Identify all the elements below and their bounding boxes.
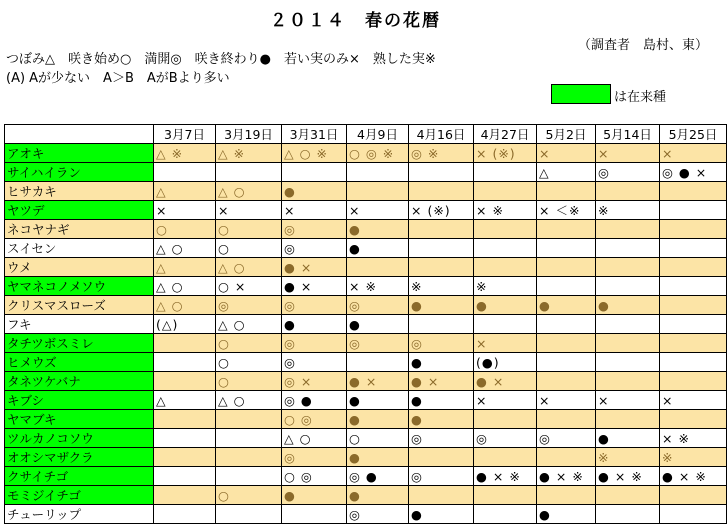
observation-cell <box>537 334 596 353</box>
observation-cell: × ＜※ <box>537 201 596 220</box>
observation-cell: △ ※ <box>216 144 282 163</box>
observation-cell <box>596 486 660 505</box>
observation-cell: △ ○ <box>282 429 347 448</box>
observation-cell <box>282 163 347 182</box>
observation-cell: ● <box>537 505 596 524</box>
observation-cell: × <box>282 201 347 220</box>
observation-cell: ● <box>347 410 409 429</box>
observation-cell: ○ <box>347 429 409 448</box>
plant-row <box>5 505 727 524</box>
observation-cell <box>660 486 727 505</box>
observation-cell: ◎ <box>409 429 474 448</box>
observation-cell: ● <box>409 353 474 372</box>
observation-cell <box>537 448 596 467</box>
observation-cell <box>537 277 596 296</box>
observation-cell <box>596 353 660 372</box>
observation-cell <box>409 448 474 467</box>
page-title: ２０１４ 春の花暦 <box>270 11 441 31</box>
observation-cell: ● <box>474 296 537 315</box>
observation-cell <box>660 220 727 239</box>
observation-cell <box>409 182 474 201</box>
observation-cell <box>537 372 596 391</box>
observation-cell: ● <box>537 296 596 315</box>
observation-cell <box>537 315 596 334</box>
plant-name: ツルカノコソウ <box>5 429 154 448</box>
observation-cell <box>154 353 216 372</box>
plant-name: アオキ <box>5 144 154 163</box>
observation-cell <box>216 505 282 524</box>
observation-cell <box>537 220 596 239</box>
observation-cell <box>154 372 216 391</box>
observation-cell <box>474 220 537 239</box>
plant-row <box>5 201 727 220</box>
observation-cell: △ <box>154 258 216 277</box>
observation-cell <box>660 353 727 372</box>
observation-cell: △ ○ <box>216 258 282 277</box>
plant-row <box>5 448 727 467</box>
observation-cell <box>409 239 474 258</box>
observation-cell <box>409 220 474 239</box>
observation-cell: ● × <box>282 258 347 277</box>
observation-cell: ● <box>347 220 409 239</box>
observation-cell: × <box>537 391 596 410</box>
observation-cell <box>596 372 660 391</box>
date-header: 5月2日 <box>537 125 596 144</box>
observation-cell <box>596 277 660 296</box>
observation-cell <box>347 258 409 277</box>
observation-cell <box>660 296 727 315</box>
observation-cell: ● <box>409 391 474 410</box>
observation-cell: ● <box>282 486 347 505</box>
observation-cell <box>596 239 660 258</box>
observation-cell: ◎ <box>347 296 409 315</box>
observation-cell <box>347 353 409 372</box>
observation-cell <box>660 201 727 220</box>
plant-name: フキ <box>5 315 154 334</box>
observation-cell: × ※ <box>474 201 537 220</box>
observation-cell: × (※) <box>474 144 537 163</box>
observation-cell: ◎ ● <box>347 467 409 486</box>
observation-cell: △ <box>154 391 216 410</box>
date-header: 4月27日 <box>474 125 537 144</box>
observation-cell: △ ○ <box>154 277 216 296</box>
plant-name: クリスマスローズ <box>5 296 154 315</box>
observation-cell <box>660 182 727 201</box>
observation-cell <box>216 410 282 429</box>
observation-cell: ● <box>282 182 347 201</box>
plant-name: ヤツデ <box>5 201 154 220</box>
observation-cell <box>537 486 596 505</box>
observation-cell: ◎ <box>474 429 537 448</box>
observation-cell: ◎ <box>347 505 409 524</box>
date-header: 5月14日 <box>596 125 660 144</box>
observation-cell <box>660 505 727 524</box>
observation-cell: ◎ ● × <box>660 163 727 182</box>
date-header: 3月31日 <box>282 125 347 144</box>
plant-row <box>5 429 727 448</box>
observation-cell: × <box>474 334 537 353</box>
observation-cell: ● × ※ <box>660 467 727 486</box>
plant-row <box>5 277 727 296</box>
observation-cell: ● <box>596 429 660 448</box>
observation-cell: △ ○ <box>154 239 216 258</box>
plant-name: タネツケバナ <box>5 372 154 391</box>
observation-cell <box>154 505 216 524</box>
observation-cell: △ ○ <box>154 296 216 315</box>
observation-cell: ● <box>409 410 474 429</box>
plant-name: チューリップ <box>5 505 154 524</box>
observation-cell <box>154 334 216 353</box>
observation-cell: ◎ ※ <box>409 144 474 163</box>
observation-cell <box>596 258 660 277</box>
observation-cell <box>409 258 474 277</box>
observation-cell <box>596 220 660 239</box>
plant-row <box>5 163 727 182</box>
observation-cell <box>154 486 216 505</box>
observation-cell: ◎ <box>409 467 474 486</box>
observation-cell <box>474 239 537 258</box>
date-header: 4月9日 <box>347 125 409 144</box>
plant-name: ネコヤナギ <box>5 220 154 239</box>
observation-cell: △ <box>154 182 216 201</box>
observation-cell: ● <box>409 296 474 315</box>
header-row <box>5 125 727 144</box>
observation-cell <box>154 429 216 448</box>
observation-cell: △ ○ <box>216 315 282 334</box>
observation-cell: ● × <box>347 372 409 391</box>
native-color-swatch <box>551 84 611 104</box>
observation-cell <box>537 410 596 429</box>
observation-cell <box>216 163 282 182</box>
observation-cell <box>154 448 216 467</box>
plant-name: モミジイチゴ <box>5 486 154 505</box>
plant-name: スイセン <box>5 239 154 258</box>
observation-cell: ※ <box>596 448 660 467</box>
observation-cell: ○ × <box>216 277 282 296</box>
observation-cell: ● × <box>474 372 537 391</box>
plant-row <box>5 353 727 372</box>
observation-cell: ● <box>347 391 409 410</box>
date-header: 3月7日 <box>154 125 216 144</box>
observation-cell <box>660 239 727 258</box>
observation-cell: ◎ <box>347 334 409 353</box>
observation-cell <box>474 258 537 277</box>
observation-cell: × <box>596 391 660 410</box>
observation-cell: ◎ × <box>282 372 347 391</box>
observation-cell: ○ <box>216 220 282 239</box>
plant-row <box>5 258 727 277</box>
plant-row <box>5 391 727 410</box>
observation-cell: ◎ <box>282 239 347 258</box>
observation-cell: ○ <box>154 220 216 239</box>
observation-cell: ○ <box>216 334 282 353</box>
native-legend-label: は在来種 <box>614 90 667 105</box>
plant-row <box>5 486 727 505</box>
observation-cell <box>537 353 596 372</box>
observation-cell: △ <box>537 163 596 182</box>
observation-cell: ○ <box>216 353 282 372</box>
observation-cell: × <box>216 201 282 220</box>
observation-cell <box>154 467 216 486</box>
observation-cell <box>660 315 727 334</box>
observation-cell: ◎ <box>282 296 347 315</box>
observation-cell: × <box>660 144 727 163</box>
observation-cell: × <box>474 391 537 410</box>
observation-cell <box>409 163 474 182</box>
observation-cell: ● <box>347 448 409 467</box>
observation-cell: ○ ◎ ※ <box>347 144 409 163</box>
observation-cell: △ ※ <box>154 144 216 163</box>
observation-cell: ◎ <box>282 353 347 372</box>
observation-cell <box>474 163 537 182</box>
observation-cell <box>660 258 727 277</box>
plant-name: ヒサカキ <box>5 182 154 201</box>
observation-cell: ◎ <box>282 334 347 353</box>
plant-name: オオシマザクラ <box>5 448 154 467</box>
observation-cell: ※ <box>409 277 474 296</box>
date-header: 3月19日 <box>216 125 282 144</box>
observation-cell <box>660 410 727 429</box>
observation-cell <box>596 334 660 353</box>
observation-cell <box>474 315 537 334</box>
plant-row <box>5 410 727 429</box>
observation-cell <box>347 182 409 201</box>
observation-cell <box>216 467 282 486</box>
observation-cell <box>660 277 727 296</box>
observation-cell <box>474 505 537 524</box>
observation-cell <box>596 410 660 429</box>
observation-cell: ◎ <box>537 429 596 448</box>
observation-cell: ※ <box>596 201 660 220</box>
observation-cell: △ ○ <box>216 182 282 201</box>
observation-cell <box>409 486 474 505</box>
observation-cell: ● <box>409 505 474 524</box>
surveyor-label: （調査者 島村、東） <box>578 38 709 53</box>
observation-cell <box>660 334 727 353</box>
plant-row <box>5 182 727 201</box>
observation-cell <box>596 315 660 334</box>
corner-cell <box>5 125 154 144</box>
legend-symbols: つぼみ△ 咲き始め○ 満開◎ 咲き終わり● 若い実のみ× 熟した実※ <box>6 52 436 67</box>
observation-cell: △ ○ ※ <box>282 144 347 163</box>
plant-name: ウメ <box>5 258 154 277</box>
observation-cell: ※ <box>660 448 727 467</box>
observation-cell: ● <box>347 239 409 258</box>
observation-cell <box>537 239 596 258</box>
plant-row <box>5 296 727 315</box>
observation-cell <box>537 182 596 201</box>
observation-cell: ◎ <box>596 163 660 182</box>
observation-cell: ○ <box>216 486 282 505</box>
plant-name: クサイチゴ <box>5 467 154 486</box>
observation-cell: ◎ ● <box>282 391 347 410</box>
observation-cell: ● × <box>409 372 474 391</box>
plant-name: ヒメウズ <box>5 353 154 372</box>
observation-cell <box>282 505 347 524</box>
observation-cell: ※ <box>474 277 537 296</box>
observation-cell <box>660 372 727 391</box>
flower-calendar-table <box>4 124 727 524</box>
observation-cell: ● <box>596 296 660 315</box>
observation-cell <box>474 182 537 201</box>
observation-cell <box>154 163 216 182</box>
observation-cell <box>474 486 537 505</box>
observation-cell: ◎ <box>282 220 347 239</box>
plant-name: ヤマブキ <box>5 410 154 429</box>
plant-name: タチツボスミレ <box>5 334 154 353</box>
plant-row <box>5 239 727 258</box>
observation-cell: ● × ※ <box>474 467 537 486</box>
observation-cell <box>216 448 282 467</box>
observation-cell: ◎ <box>216 296 282 315</box>
plant-row <box>5 372 727 391</box>
observation-cell: ● <box>347 315 409 334</box>
observation-cell: ○ ◎ <box>282 410 347 429</box>
plant-name: ヤマネコノメソウ <box>5 277 154 296</box>
observation-cell <box>409 315 474 334</box>
observation-cell: ● × ※ <box>596 467 660 486</box>
plant-name: キブシ <box>5 391 154 410</box>
observation-cell: × <box>537 144 596 163</box>
observation-cell <box>537 258 596 277</box>
observation-cell: × ※ <box>660 429 727 448</box>
observation-cell: ◎ <box>409 334 474 353</box>
observation-cell <box>154 410 216 429</box>
observation-cell: ● <box>282 315 347 334</box>
observation-cell: × <box>347 201 409 220</box>
date-header: 4月16日 <box>409 125 474 144</box>
observation-cell: × <box>596 144 660 163</box>
observation-cell: (●) <box>474 353 537 372</box>
observation-cell: ○ <box>216 239 282 258</box>
legend-notation: (A) Aが少ない A＞B AがBより多い <box>6 71 230 86</box>
observation-cell: × ※ <box>347 277 409 296</box>
observation-cell: (△) <box>154 315 216 334</box>
observation-cell: △ ○ <box>216 391 282 410</box>
observation-cell: ● × ※ <box>537 467 596 486</box>
observation-cell: ● <box>347 486 409 505</box>
observation-cell <box>596 505 660 524</box>
observation-cell: ○ <box>216 372 282 391</box>
plant-name: サイハイラン <box>5 163 154 182</box>
observation-cell: ● × <box>282 277 347 296</box>
plant-row <box>5 467 727 486</box>
observation-cell <box>474 410 537 429</box>
observation-cell: ○ ◎ <box>282 467 347 486</box>
observation-cell <box>474 448 537 467</box>
plant-row <box>5 334 727 353</box>
plant-row <box>5 144 727 163</box>
observation-cell: × (※) <box>409 201 474 220</box>
observation-cell <box>216 429 282 448</box>
observation-cell <box>596 182 660 201</box>
observation-cell <box>347 163 409 182</box>
date-header: 5月25日 <box>660 125 727 144</box>
plant-row <box>5 315 727 334</box>
observation-cell: × <box>660 391 727 410</box>
observation-cell: × <box>154 201 216 220</box>
observation-cell: ◎ <box>282 448 347 467</box>
plant-row <box>5 220 727 239</box>
